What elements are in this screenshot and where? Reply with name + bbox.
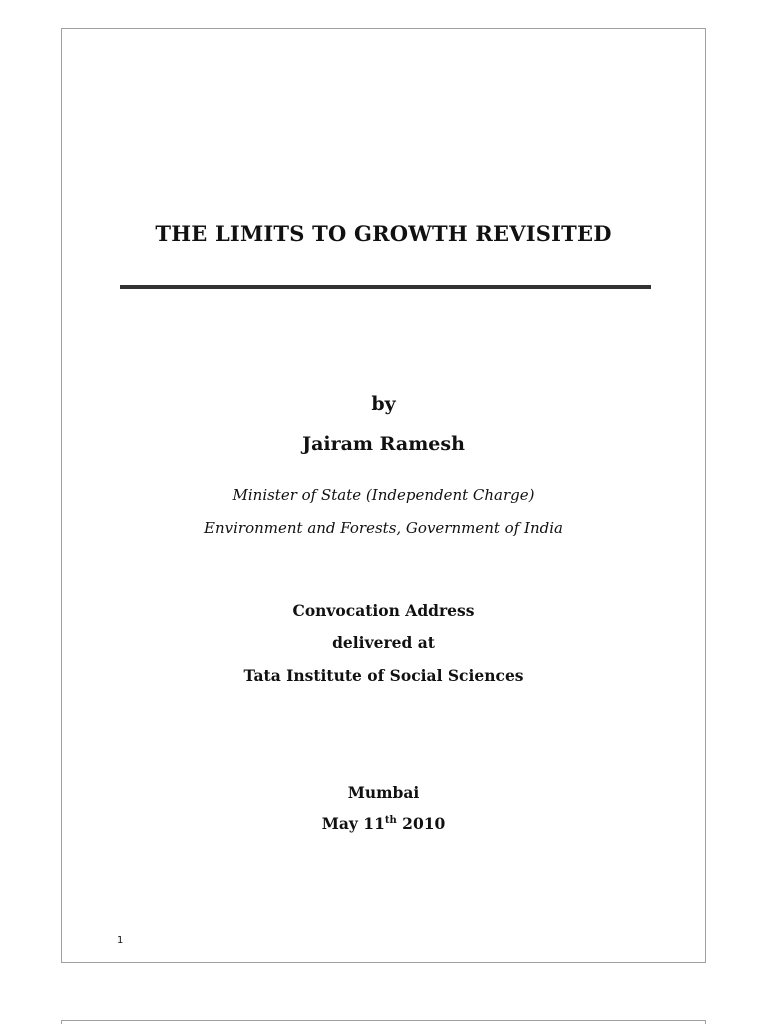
date-year: 2010: [402, 814, 446, 833]
place: Mumbai: [347, 783, 420, 802]
author-role-line-2: Environment and Forests, Government of India: [204, 519, 563, 537]
document-title: THE LIMITS TO GROWTH REVISITED: [155, 221, 612, 246]
page-number: 1: [117, 935, 124, 946]
date: [62, 814, 705, 833]
author-role-line-1: Minister of State (Independent Charge): [232, 486, 535, 504]
date-suffix: th: [384, 814, 397, 826]
occasion-line-1: Convocation Address: [292, 601, 475, 620]
byline: by: [371, 393, 396, 415]
date-month-day: May 11: [321, 814, 385, 833]
document-page: [61, 28, 706, 963]
author-name: Jairam Ramesh: [302, 433, 465, 455]
occasion-line-3: Tata Institute of Social Sciences: [243, 666, 524, 685]
title-rule: [120, 285, 651, 289]
occasion-line-2: delivered at: [332, 633, 435, 652]
next-page-edge: [61, 1020, 706, 1024]
